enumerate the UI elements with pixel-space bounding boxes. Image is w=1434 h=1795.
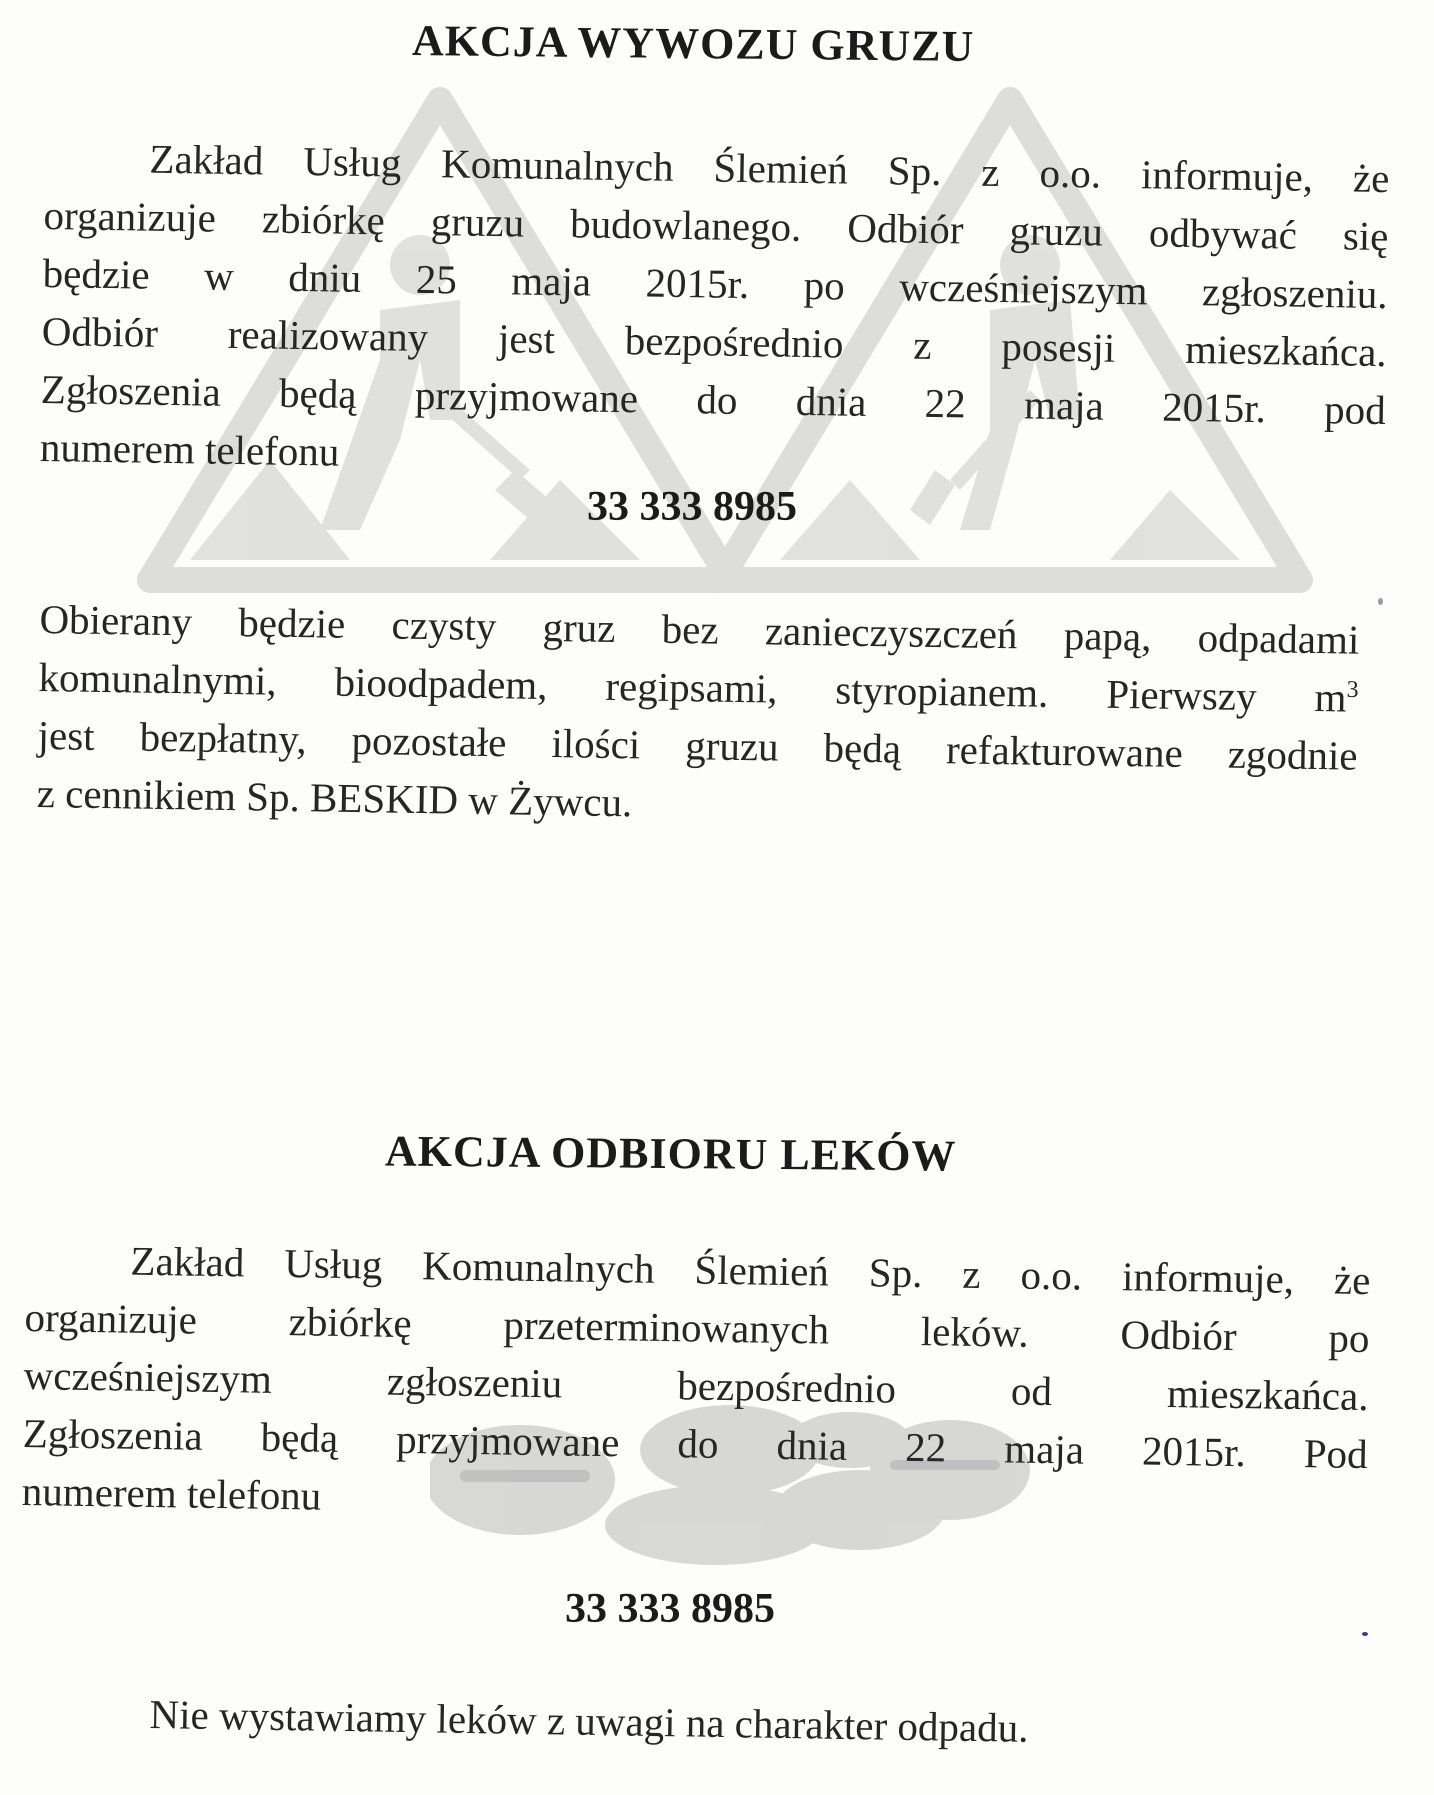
paragraph-line-text: komunalnymi, bioodpadem, regipsami, styropianem. Pierwszy m (38, 653, 1347, 721)
paragraph-line: Zakład Usług Komunalnych Ślemień Sp. z o.o. informuje, że (130, 1237, 1371, 1304)
paragraph-line: jest bezpłatny, pozostałe ilości gruzu będą refakturowane zgodnie (37, 711, 1358, 779)
paragraph-line: numerem telefonu (21, 1467, 322, 1519)
medicine-announcement-paragraph (21, 1230, 1370, 1541)
rubble-conditions-paragraph (36, 590, 1359, 843)
paragraph-line: organizuje zbiórkę gruzu budowlanego. Odbiór gruzu odbywać się (43, 191, 1389, 260)
paragraph-line: będzie w dniu 25 maja 2015r. po wcześniejszym zgłoszeniu. (42, 249, 1388, 318)
paragraph-line: organizuje zbiórkę przeterminowanych leków. Odbiór po (24, 1293, 1370, 1362)
paragraph-line: Zgłoszenia będą przyjmowane do dnia 22 maja 2015r. Pod (22, 1409, 1369, 1478)
medicine-phone-number: 33 333 8985 (565, 1586, 775, 1632)
paragraph-line: wcześniejszym zgłoszeniu bezpośrednio od mieszkańca. (23, 1351, 1369, 1420)
medicine-note: Nie wystawiamy leków z uwagi na charakter odpadu. (149, 1690, 1029, 1751)
cubic-superscript: 3 (1346, 676, 1359, 704)
rubble-phone-number: 33 333 8985 (587, 484, 797, 530)
rubble-announcement-paragraph (40, 128, 1390, 497)
paragraph-line: Odbiór realizowany jest bezpośrednio z posesji mieszkańca. (41, 307, 1388, 376)
paragraph-line: Zgłoszenia będą przyjmowane do dnia 22 maja 2015r. pod (40, 365, 1387, 434)
medicine-heading: AKCJA ODBIORU LEKÓW (384, 1126, 957, 1181)
paragraph-line: Zakład Usług Komunalnych Ślemień Sp. z o.o. informuje, że (149, 135, 1390, 202)
rubble-heading: AKCJA WYWOZU GRUZU (411, 16, 975, 71)
paragraph-line: Obierany będzie czysty gruz bez zanieczyszczeń papą, odpadami (39, 595, 1360, 663)
paragraph-line: z cennikiem Sp. BESKID w Żywcu. (36, 769, 633, 826)
paragraph-line: numerem telefonu (39, 423, 340, 475)
scan-speck (1378, 598, 1383, 605)
scan-speck (1362, 1632, 1368, 1636)
